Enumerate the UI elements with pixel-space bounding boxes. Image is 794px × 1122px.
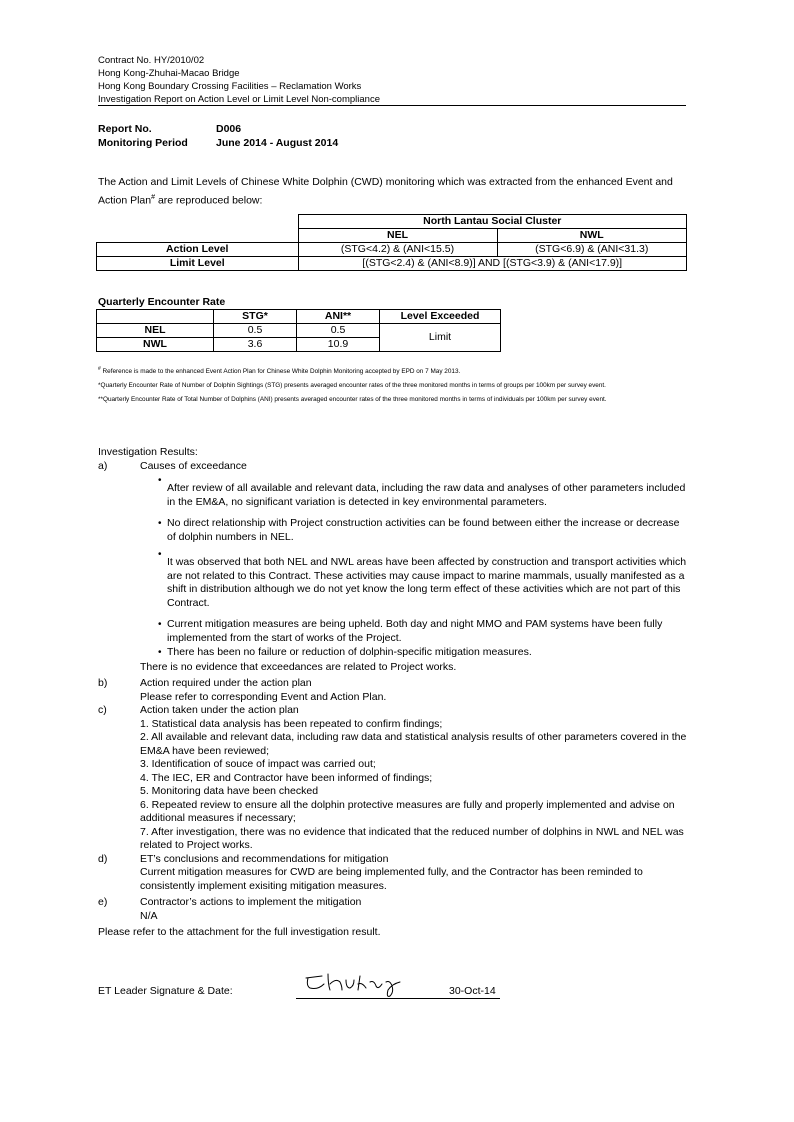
contract-number: Contract No. HY/2010/02 [98,55,205,66]
footnote-stg: *Quarterly Encounter Rate of Number of Dolphin Sightings (STG) presents averaged encounter rates of the three monitored months in terms of groups per 100km per survey event. [98,382,606,390]
section-title: Action required under the action plan [140,677,312,689]
bullet-icon: • [158,647,162,658]
action-limit-levels-table [96,214,687,271]
stg-header: STG* [214,310,297,324]
section-title: Action taken under the action plan [140,704,299,716]
investigation-title: Investigation Results: [98,446,198,458]
bullet-icon: • [158,619,162,630]
document-header [98,54,686,106]
section-text: Please refer to corresponding Event and Action Plan. [140,690,387,703]
monitoring-period-value: June 2014 - August 2014 [216,137,339,149]
project-name: Hong Kong-Zhuhai-Macao Bridge [98,68,240,79]
list-item: 7. After investigation, there was no evidence that indicated that the reduced number of dolphins in NWL and NEL was related to Project works. [140,825,684,851]
section-text: N/A [140,909,158,922]
footnote-reference [98,365,688,376]
list-item: 1. Statistical data analysis has been repeated to confirm findings; [140,717,443,730]
action-level-nwl: (STG<6.9) & (ANI<31.3) [497,243,687,257]
list-item-text: It was observed that both NEL and NWL areas have been affected by construction and transport activities which are not related to this Contract. These activities may cause impact to marine mammals, usually manifested as a shift in distribution although we do not yet know the long term effect of these activities which are not part of this Contract. [167,556,687,609]
section-title: ET’s conclusions and recommendations for mitigation [140,852,389,865]
signature-line [296,998,500,999]
row-label-nel: NEL [97,324,214,338]
intro-footnote-mark: # [151,194,156,201]
limit-level-label: Limit Level [97,257,299,271]
section-a [98,460,690,675]
section-e [98,896,690,923]
row-label-nwl: NWL [97,338,214,352]
nel-header: NEL [298,229,497,243]
section-label: e) [98,896,108,908]
limit-level-value: [(STG<2.4) & (ANI<8.9)] AND [(STG<3.9) & (ANI<17.9)] [298,257,687,271]
works-name: Hong Kong Boundary Crossing Facilities – Reclamation Works [98,81,362,92]
bullet-icon: • [158,518,162,529]
section-c [98,704,690,853]
section-title: Contractor’s actions to implement the mitigation [140,896,362,908]
quarterly-encounter-title: Quarterly Encounter Rate [98,296,226,308]
footnote-text: Reference is made to the enhanced Event Action Plan for Chinese White Dolphin Monitoring accepted by EPD on 7 May 2013. [100,368,461,376]
list-item [140,618,690,645]
section-label: d) [98,852,108,865]
list-item [140,475,690,509]
header-divider [98,105,686,106]
investigation-results [98,446,690,940]
list-item: 3. Identification of souce of impact was carried out; [140,758,376,770]
list-item-text: After review of all available and relevant data, including the raw data and analyses of other parameters included in the EM&A, no significant variation is detected in key environmental parameters. [167,482,686,508]
bullet-icon: • [158,549,162,560]
report-meta [98,122,338,150]
action-level-label: Action Level [97,243,299,257]
footnote-ani: **Quarterly Encounter Rate of Total Number of Dolphins (ANI) presents averaged encounter rates of the three monitored months in terms of individuals per 100km per survey event. [98,396,607,404]
action-level-nel: (STG<4.2) & (ANI<15.5) [298,243,497,257]
report-no-value: D006 [216,123,242,135]
level-exceeded-header: Level Exceeded [380,310,501,324]
footnote-mark: # [98,366,101,372]
quarterly-encounter-table [96,309,501,352]
section-text: Current mitigation measures for CWD are being implemented fully, and the Contractor has been reminded to consistently implement exisiting mitigation measures. [140,866,643,892]
closing-note: Please refer to the attachment for the full investigation result. [98,926,381,938]
cluster-header: North Lantau Social Cluster [298,215,687,229]
list-item: 5. Monitoring data have been checked [140,785,319,797]
handwritten-signature [302,968,412,998]
blank-cell [97,229,299,243]
intro-paragraph [98,175,688,209]
list-item-text: There has been no failure or reduction of dolphin-specific mitigation measures. [167,646,532,658]
bullet-icon: • [158,475,162,486]
report-no-label: Report No. [98,123,152,135]
list-item [140,549,690,610]
list-item-text: Current mitigation measures are being upheld. Both day and night MMO and PAM systems have been fully implemented from the start of works of the Project. [167,618,663,644]
causes-list [140,475,690,660]
section-title: Causes of exceedance [140,459,247,472]
section-label: b) [98,677,108,689]
list-item: 2. All available and relevant data, including raw data and statistical analysis results of other parameters covered in the EM&A have been reviewed; [140,731,687,757]
level-exceeded-value: Limit [380,324,501,352]
section-label: a) [98,459,108,472]
list-item [140,517,690,544]
blank-cell [97,310,214,324]
report-type: Investigation Report on Action Level or Limit Level Non-compliance [98,94,380,105]
signature-date: 30-Oct-14 [449,985,496,997]
nwl-ani: 10.9 [297,338,380,352]
causes-conclusion: There is no evidence that exceedances are related to Project works. [140,660,457,673]
footnotes [98,365,688,409]
list-item-text: No direct relationship with Project construction activities can be found between either the increase or decrease of dolphin numbers in NEL. [167,517,680,543]
ani-header: ANI** [297,310,380,324]
nwl-header: NWL [497,229,687,243]
signature-label: ET Leader Signature & Date: [98,985,233,997]
list-item: 6. Repeated review to ensure all the dolphin protective measures are fully and properly implemented and advise on additional measures if necessary; [140,798,675,824]
list-item [140,646,690,660]
nwl-stg: 3.6 [214,338,297,352]
monitoring-period-label: Monitoring Period [98,137,188,149]
list-item: 4. The IEC, ER and Contractor have been informed of findings; [140,771,433,784]
section-b [98,677,690,704]
section-label: c) [98,704,107,716]
blank-cell [97,215,299,229]
intro-text: The Action and Limit Levels of Chinese White Dolphin (CWD) monitoring which was extracted from the enhanced Event and Action Plan [98,176,673,207]
intro-text-end: are reproduced below: [155,194,263,207]
section-d [98,853,690,894]
nel-ani: 0.5 [297,324,380,338]
nel-stg: 0.5 [214,324,297,338]
